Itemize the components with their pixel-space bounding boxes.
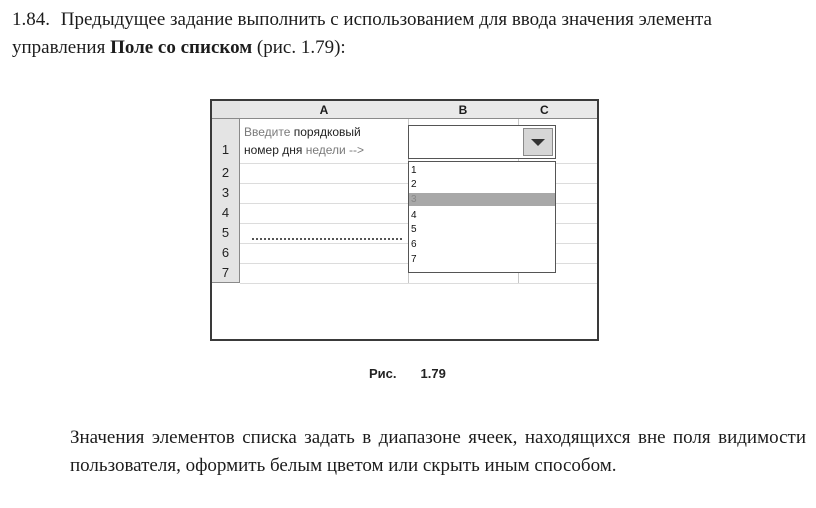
prompt-word-enter: Введите <box>244 125 291 139</box>
row-header-1: 1 <box>212 119 240 163</box>
list-item-selected[interactable]: 3 <box>411 194 417 205</box>
dropdown-button[interactable] <box>523 128 553 156</box>
chevron-down-icon <box>531 139 545 146</box>
task-text-before: Предыдущее задание выполнить с использованием для ввода значения элемента управления <box>12 9 712 58</box>
list-item[interactable]: 4 <box>411 210 417 221</box>
task-text-after: (рис. 1.79): <box>256 37 346 58</box>
list-item[interactable]: 1 <box>411 165 417 176</box>
figure-caption <box>369 366 446 381</box>
row-header-5: 5 <box>212 223 240 243</box>
dotted-line <box>252 238 402 240</box>
prompt-word-ordinal: порядковый <box>293 125 361 139</box>
spreadsheet-figure <box>210 99 599 341</box>
caption-number: 1.79 <box>420 366 446 381</box>
cell-a1-prompt <box>244 123 364 159</box>
prompt-words-week: недели --> <box>305 143 365 157</box>
grid-line <box>240 283 597 284</box>
list-item[interactable]: 6 <box>411 239 417 250</box>
selected-item-highlight <box>409 193 555 206</box>
column-header-a: A <box>240 101 408 119</box>
list-item[interactable]: 5 <box>411 224 417 235</box>
prompt-words-day-number: номер дня <box>244 143 303 157</box>
row-header-2: 2 <box>212 163 240 183</box>
column-header-b: B <box>408 101 518 119</box>
row-header-6: 6 <box>212 243 240 263</box>
list-item[interactable]: 7 <box>411 254 417 265</box>
task-paragraph <box>12 6 808 62</box>
control-name: Поле со списком <box>110 37 253 58</box>
caption-label: Рис. <box>369 366 397 381</box>
list-item[interactable]: 2 <box>411 179 417 190</box>
row-header-3: 3 <box>212 183 240 203</box>
column-header-c: C <box>518 101 597 119</box>
note-paragraph: Значения элементов списка задать в диапазоне ячеек, находящихся вне поля видимости пользователя, оформить белым цветом или скрыть иным способом. <box>70 427 806 476</box>
combo-box[interactable] <box>408 125 556 159</box>
corner-cell <box>212 101 240 119</box>
task-number: 1.84. <box>12 9 50 30</box>
dropdown-list[interactable] <box>408 161 556 273</box>
row-header-4: 4 <box>212 203 240 223</box>
row-header-7: 7 <box>212 263 240 283</box>
